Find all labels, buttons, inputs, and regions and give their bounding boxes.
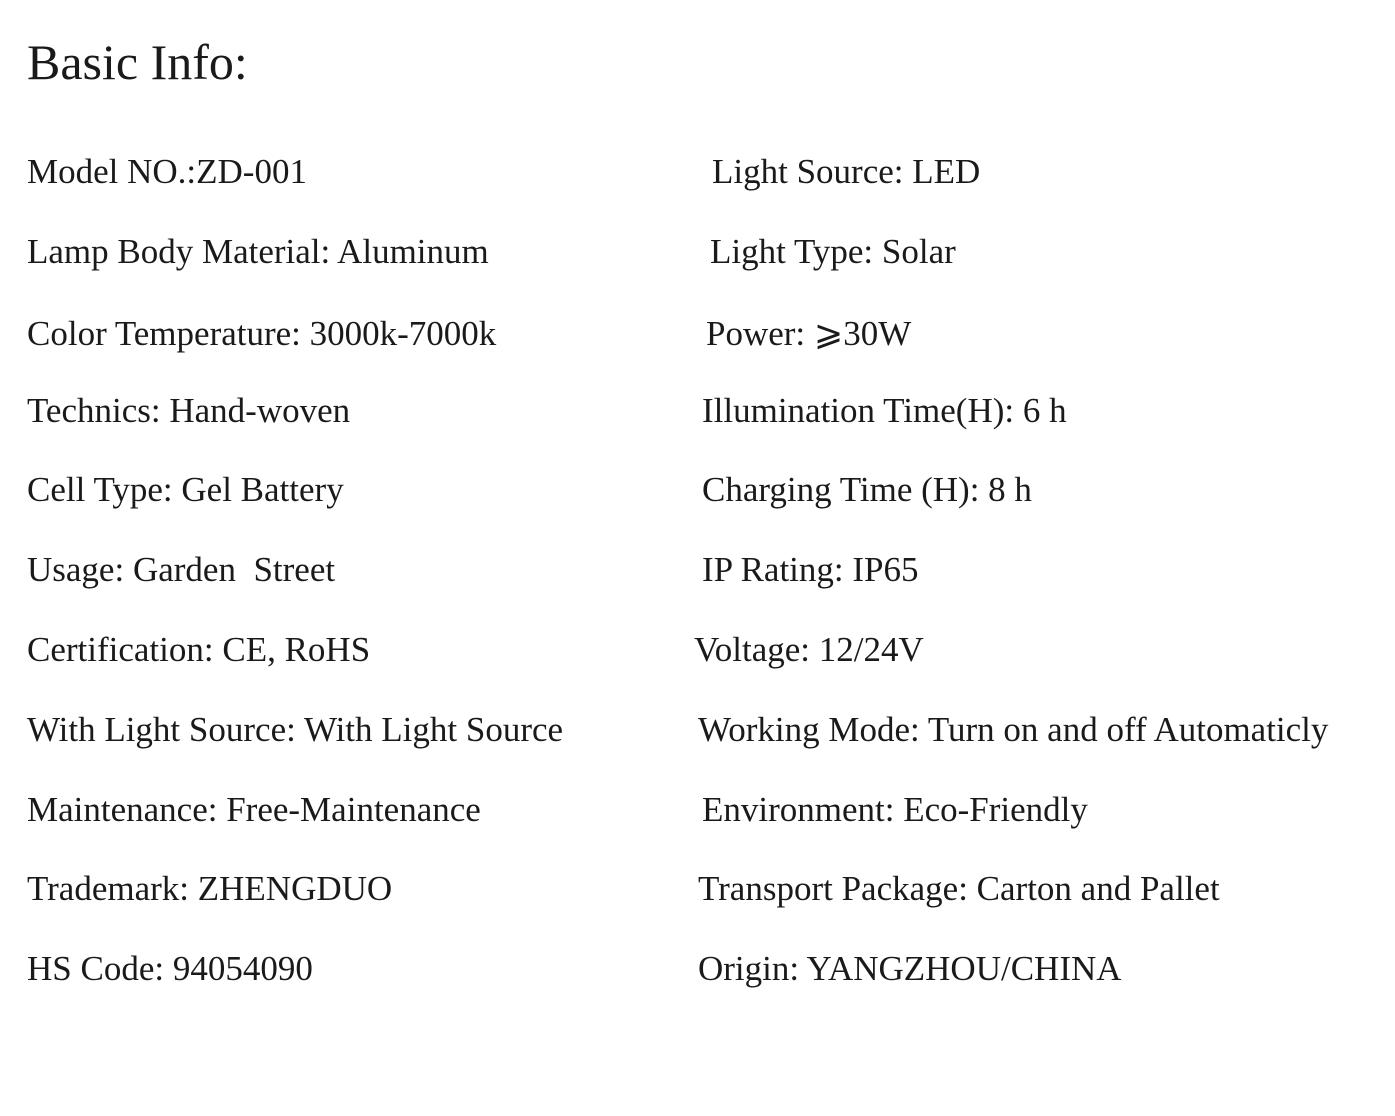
spec-ip-rating: IP Rating: IP65 [702, 550, 919, 589]
spec-environment: Environment: Eco-Friendly [702, 790, 1088, 829]
spec-cell-type: Cell Type: Gel Battery [27, 470, 344, 509]
spec-lamp-body-material: Lamp Body Material: Aluminum [27, 232, 489, 271]
spec-model-number: Model NO.:ZD-001 [27, 152, 307, 191]
spec-maintenance: Maintenance: Free-Maintenance [27, 790, 481, 829]
spec-certification: Certification: CE, RoHS [27, 630, 371, 669]
spec-voltage: Voltage: 12/24V [694, 630, 924, 669]
spec-illumination-time: Illumination Time(H): 6 h [702, 391, 1067, 430]
spec-hs-code: HS Code: 94054090 [27, 949, 313, 988]
spec-light-source: Light Source: LED [712, 152, 981, 191]
spec-light-type: Light Type: Solar [710, 232, 956, 271]
spec-trademark: Trademark: ZHENGDUO [27, 869, 393, 908]
spec-working-mode: Working Mode: Turn on and off Automaticly [698, 710, 1329, 749]
spec-power: Power: ⩾30W [706, 314, 912, 353]
spec-origin: Origin: YANGZHOU/CHINA [698, 949, 1122, 988]
spec-technics: Technics: Hand-woven [27, 391, 351, 430]
page-title: Basic Info: [27, 34, 248, 90]
spec-charging-time: Charging Time (H): 8 h [702, 470, 1032, 509]
spec-with-light-source: With Light Source: With Light Source [27, 710, 564, 749]
spec-transport-package: Transport Package: Carton and Pallet [698, 869, 1220, 908]
spec-usage: Usage: Garden Street [27, 550, 336, 589]
spec-color-temperature: Color Temperature: 3000k-7000k [27, 314, 497, 353]
